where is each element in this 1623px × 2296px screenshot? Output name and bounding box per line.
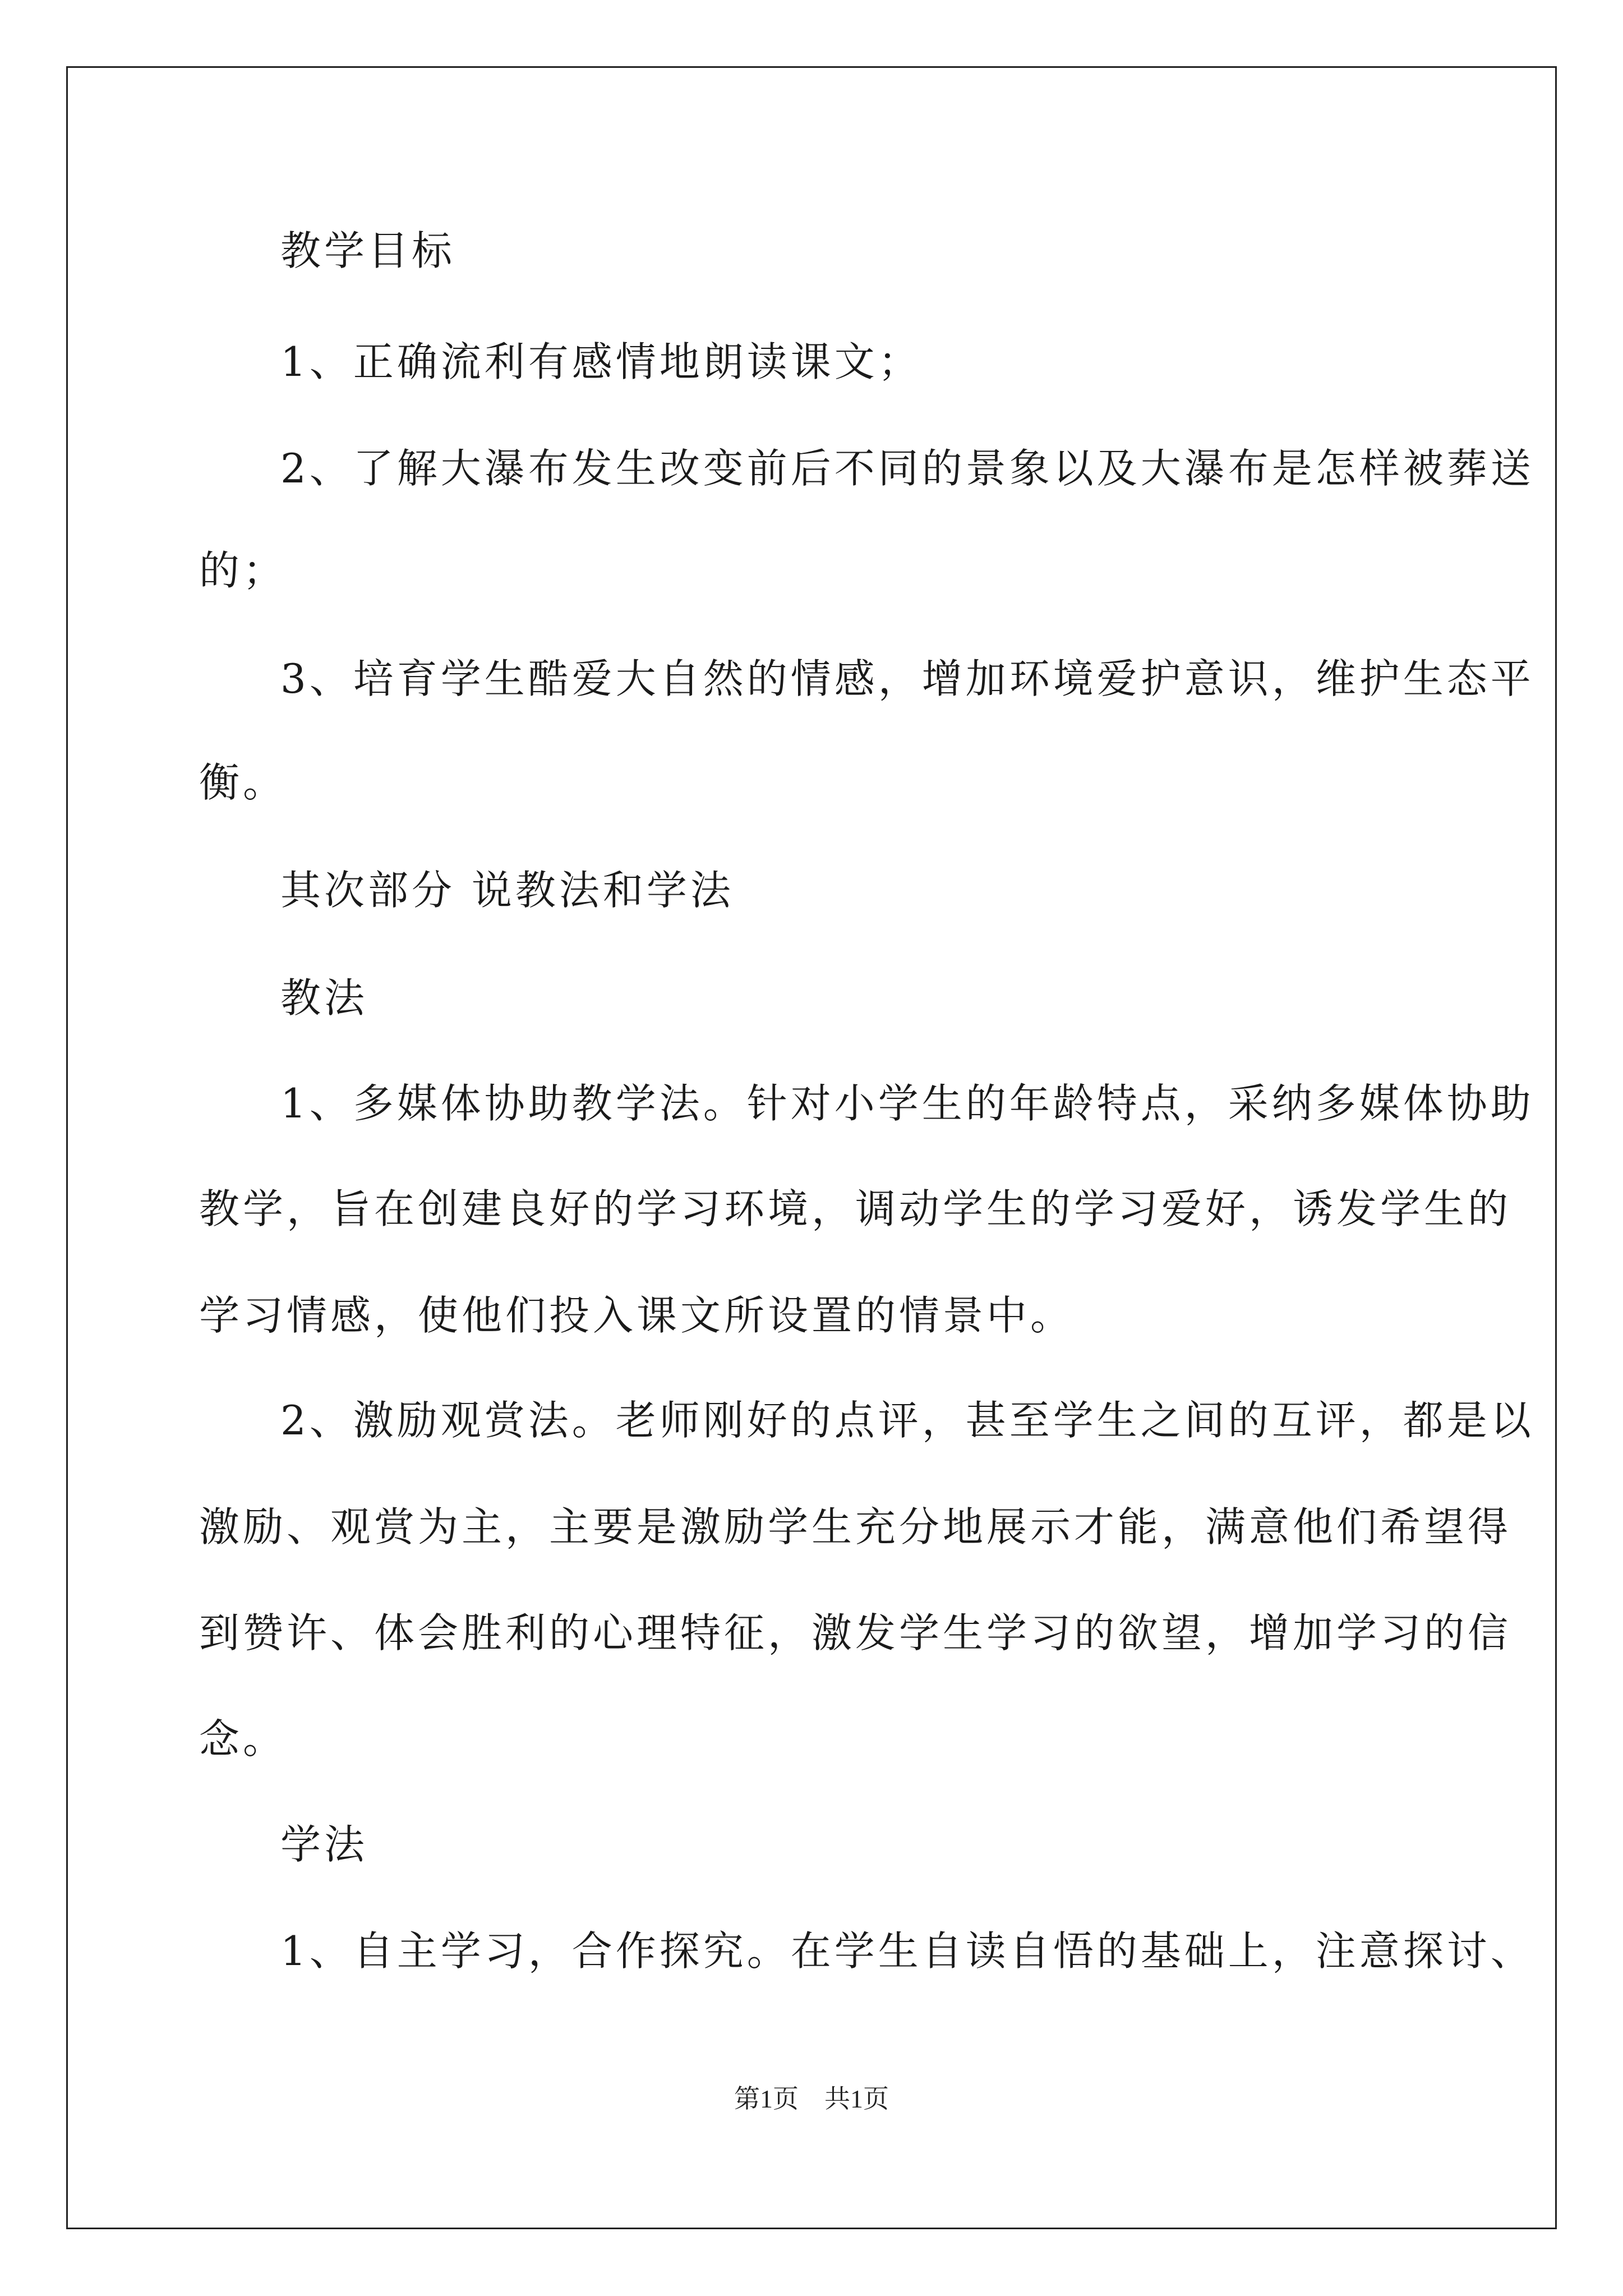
heading-teaching-goals: 教学目标	[280, 227, 456, 274]
section-heading: 其次部分 说教法和学法	[280, 867, 734, 914]
paragraph-line: 2、激励观赏法。老师刚好的点评，甚至学生之间的互评，都是以	[280, 1397, 1534, 1444]
paragraph-line: 的；	[199, 547, 287, 594]
paragraph-line: 念。	[199, 1715, 287, 1763]
paragraph-line: 教学，旨在创建良好的学习环境，调动学生的学习爱好，诱发学生的	[199, 1185, 1512, 1232]
paragraph-line: 到赞许、体会胜利的心理特征，激发学生学习的欲望，增加学习的信	[199, 1609, 1512, 1657]
paragraph-line: 衡。	[199, 759, 287, 806]
paragraph-line: 学习情感，使他们投入课文所设置的情景中。	[199, 1292, 1075, 1339]
paragraph-line: 激励、观赏为主，主要是激励学生充分地展示才能，满意他们希望得	[199, 1503, 1512, 1550]
paragraph-line: 1、多媒体协助教学法。针对小学生的年龄特点，采纳多媒体协助	[280, 1080, 1534, 1127]
subheading-learning-method: 学法	[280, 1821, 368, 1868]
paragraph-line: 1、自主学习，合作探究。在学生自读自悟的基础上，注意探讨、	[280, 1927, 1534, 1975]
paragraph-line: 2、了解大瀑布发生改变前后不同的景象以及大瀑布是怎样被葬送	[280, 445, 1534, 492]
page-footer: 第1页 共1页	[734, 2085, 889, 2113]
paragraph-line: 1、正确流利有感情地朗读课文；	[280, 338, 922, 385]
subheading-teaching-method: 教法	[280, 974, 368, 1022]
page-border	[66, 66, 1557, 2229]
paragraph-line: 3、培育学生酷爱大自然的情感，增加环境爱护意识，维护生态平	[280, 655, 1534, 702]
